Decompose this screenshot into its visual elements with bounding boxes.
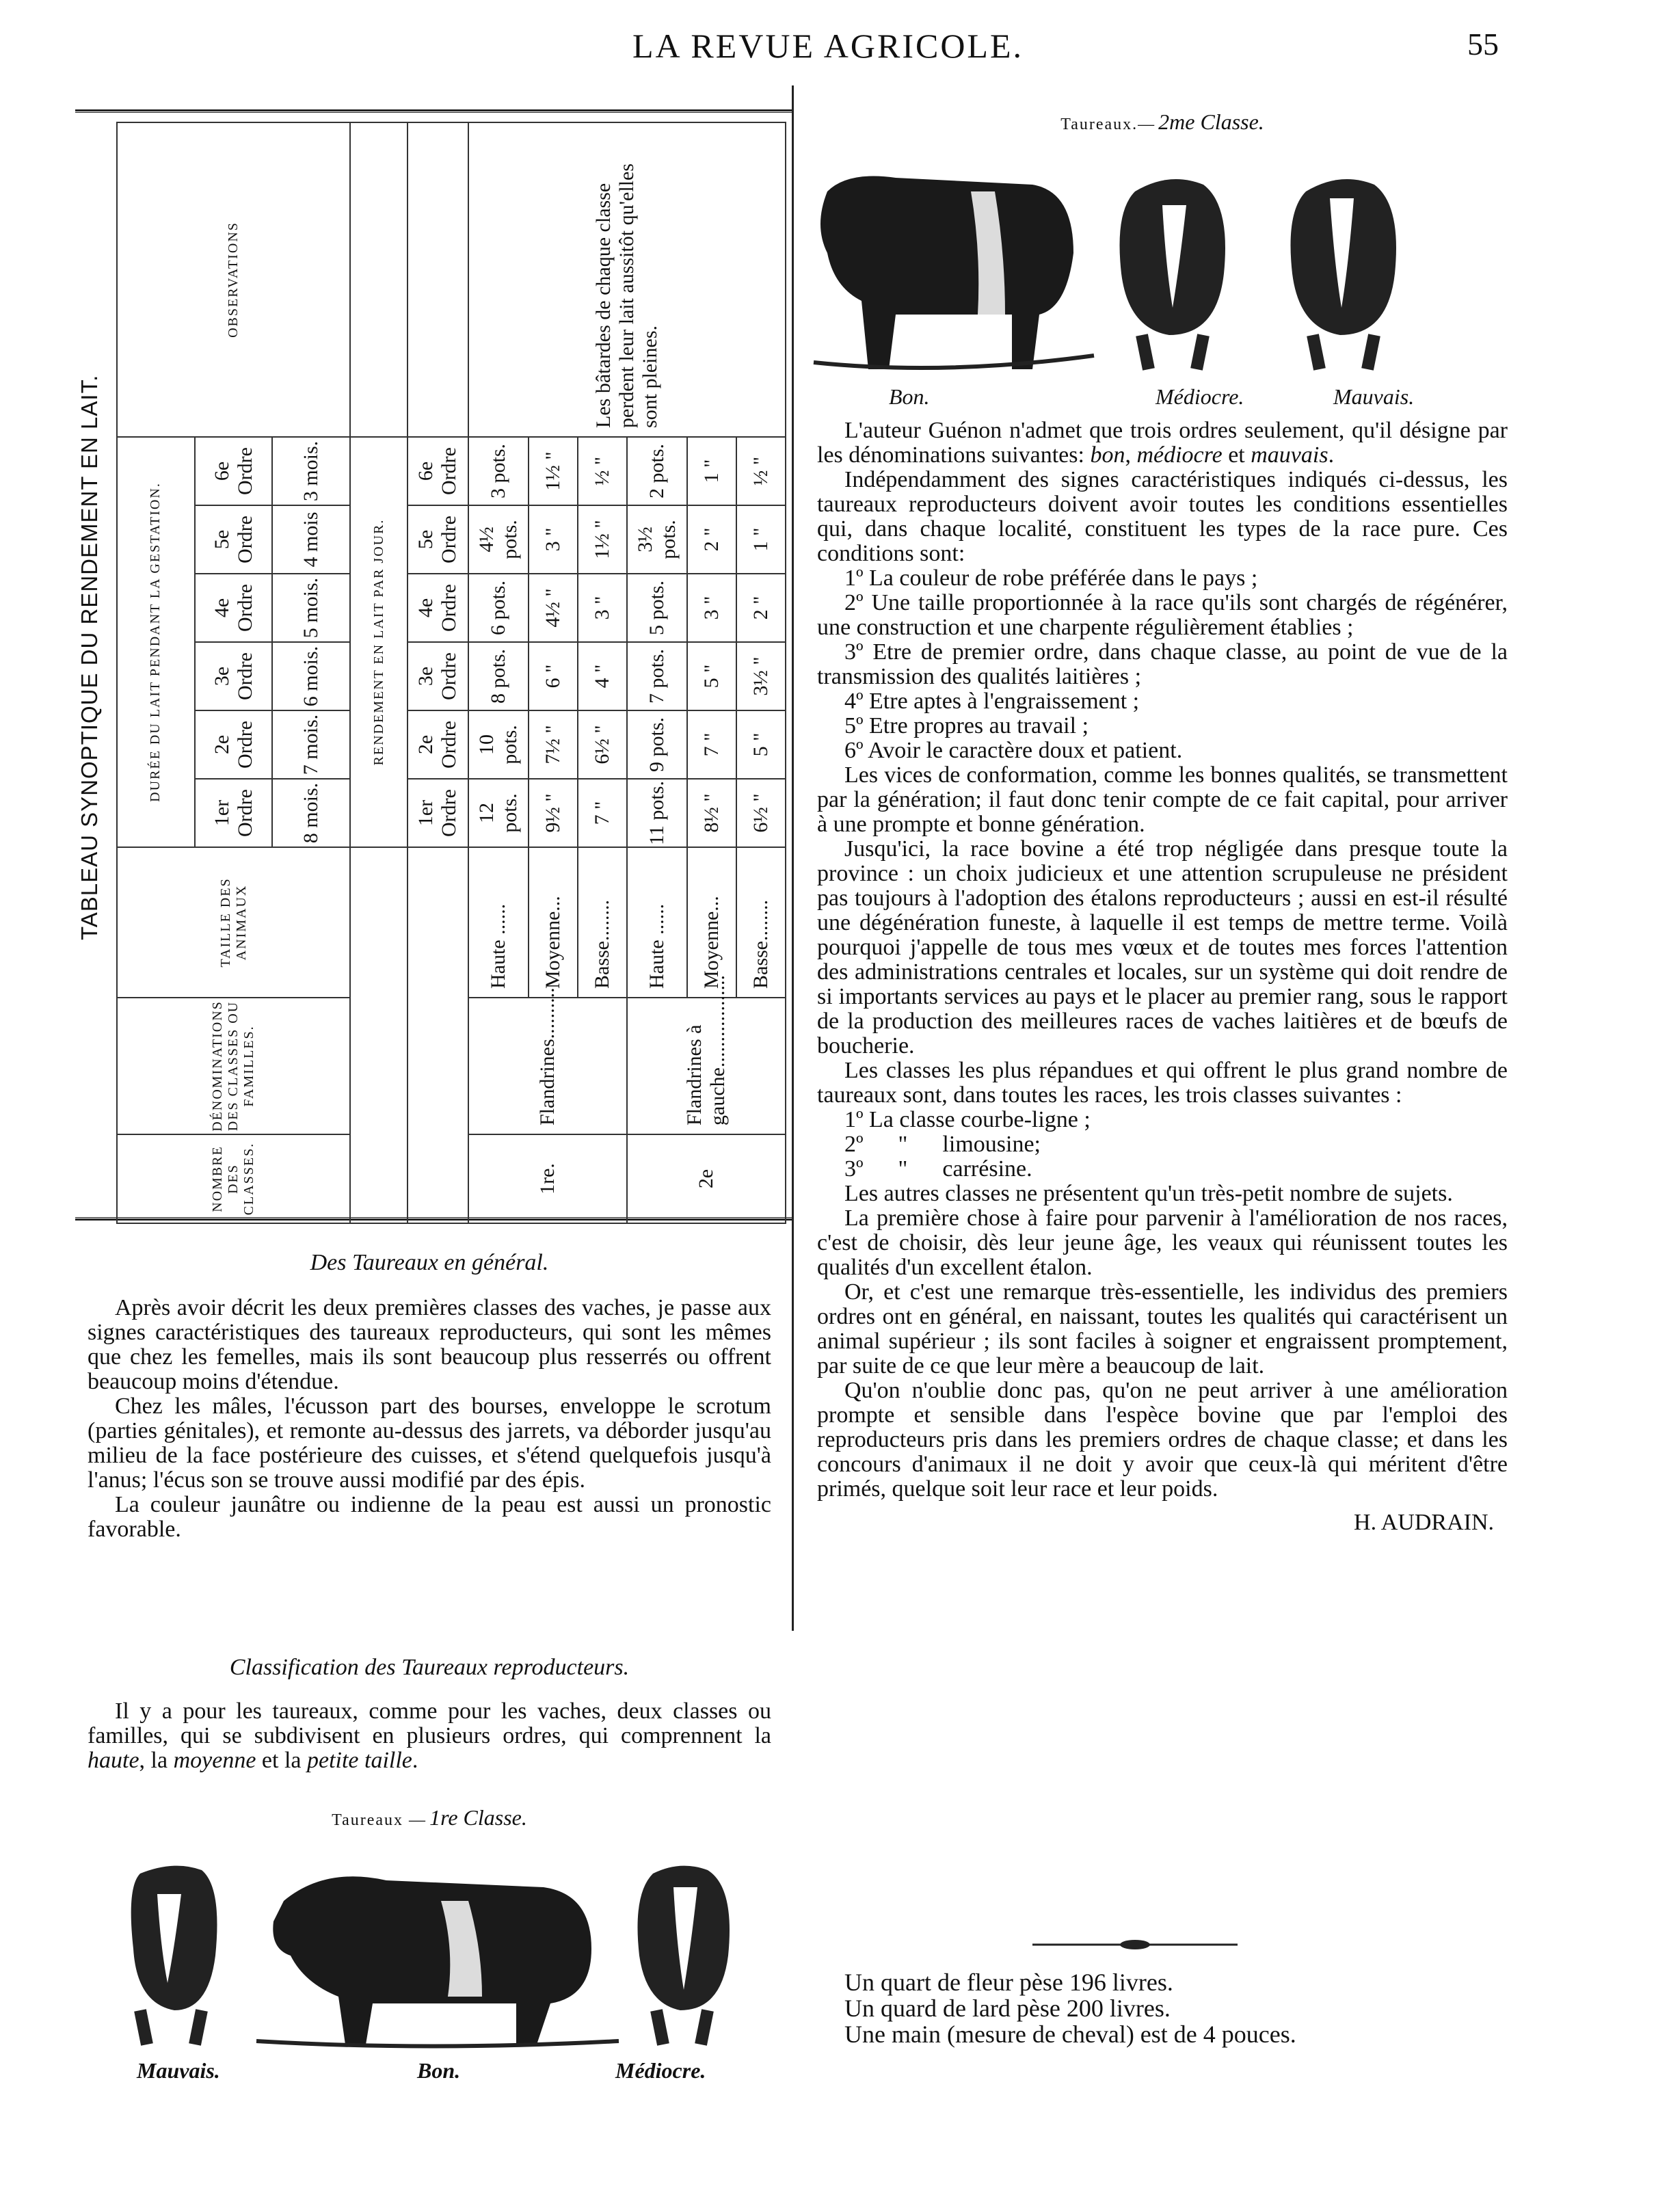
paragraph: Les classes les plus répandues et qui offrent le plus grand nombre de taureaux sont, dans toutes les races, les trois classes suivantes : [817,1058,1508,1108]
bulls-class1-figure [99,1846,769,2051]
section-heading: Classification des Taureaux reproducteurs. [229,1655,630,1680]
value-cell: 2 " [736,574,786,642]
value-cell: 1½ " [578,505,627,574]
list-item: 3º Etre de premier ordre, dans chaque classe, au point de vue de la transmission des qualités laitières ; [817,639,1508,689]
list-item: 3º " carrésine. [844,1156,1032,1182]
column-divider [792,85,794,1631]
figure-caption [88,1805,771,1830]
caption-class: 2me Classe. [1158,109,1264,134]
caption-class: 1re Classe. [429,1805,527,1830]
value-cell: 3 " [529,505,578,574]
value-cell: 6 pots. [468,574,529,642]
value-cell: 11 pots. [627,779,688,847]
value-cell: 6½ " [736,779,786,847]
footnote: Un quard de lard pèse 200 livres. [844,1995,1171,2022]
bull-rear-view-icon [1120,179,1226,369]
bull-rear-view-icon [1291,179,1397,369]
col-head-denominations: DÉNOMINATIONS DES CLASSES OU FAMILLES. [117,998,350,1134]
text-span: moyenne [173,1748,256,1773]
signature: H. AUDRAIN. [1354,1510,1494,1535]
fig-label: Médiocre. [615,2058,706,2083]
col-head-taille: TAILLE DES ANIMAUX [117,847,350,998]
text-span: Il y a pour les taureaux, comme pour les vaches, deux classes ou familles, qui se subdivisent en plusieurs ordres, qui comprennent la [88,1698,771,1748]
fig-label: Mauvais. [137,2058,220,2083]
value-cell: ½ " [736,437,786,505]
value-cell: 5 " [687,642,736,710]
ordre-head: 2e Ordre [195,710,273,779]
text-span: . [412,1748,418,1773]
value-cell: 1½ " [529,437,578,505]
value-cell: 8 pots. [468,642,529,710]
ordre-head: 1er Ordre [195,779,273,847]
paragraph: Les vices de conformation, comme les bonnes qualités, se transmettent par la génération; il faut donc tenir compte de ce fait capital, pour arriver à une prompte et bonne génération. [817,762,1508,837]
observation-cell: Les bâtardes de chaque classe perdent leur lait aussitôt qu'elles sont pleines. [468,122,786,437]
list-item: 2º Une taille proportionnée à la race qu'ils sont chargés de régénérer, une construction et une charpente régulièrement établies ; [817,590,1508,640]
col-head-observations: OBSERVATIONS [117,122,350,437]
value-cell: 7½ " [529,710,578,779]
paragraph: Jusqu'ici, la race bovine a été trop négligée dans presque toute la province : un choix judicieux et une attention scrupuleuse ne président pas toujours à l'adoption des étalons reproducteurs ; aussi en est-il résulté une dégénération funeste, à laquelle il est temps de mettre terme. Voilà pourquoi j'appelle de tous mes vœux et de toutes mes forces l'attention des administrations centrales et locales, sur un système qui doit rendre de si importants services au pays et le placer au premier rang, sous le rapport de la production des meilleures races de vaches laitières et de bœufs de boucherie. [817,836,1508,1058]
section-heading: Des Taureaux en général. [310,1250,549,1275]
figure-caption [817,109,1508,135]
taille-cell: Moyenne... [687,847,736,998]
list-item: 2º " limousine; [844,1132,1041,1157]
taille-cell: Basse........ [578,847,627,998]
ordre-head: 4e Ordre [408,574,468,642]
synoptic-table [116,123,786,1224]
ordre-head: 3e Ordre [195,642,273,710]
fig-label: Bon. [417,2058,461,2083]
taille-cell: Basse........ [736,847,786,998]
ordre-head: 6e Ordre [195,437,273,505]
ordre-head: 6e Ordre [408,437,468,505]
value-cell: 9 pots. [627,710,688,779]
duree-cell: 3 mois. [272,437,350,505]
class-number: 1re. [468,1134,627,1223]
value-cell: 8½ " [687,779,736,847]
ordre-head: 4e Ordre [195,574,273,642]
duree-cell: 6 mois. [272,642,350,710]
paragraph: Indépendamment des signes caractéristiques indiqués ci-dessus, les taureaux reproducteurs doivent avoir toutes les conditions essentielles qui, dans chaque localité, constituent les types de la race pure. Ces conditions sont: [817,467,1508,566]
fig-label: Bon. [889,384,930,409]
paragraph: La couleur jaunâtre ou indienne de la peau est aussi un pronostic favorable. [88,1492,771,1542]
group-head-rendement: RENDEMENT EN LAIT PAR JOUR. [350,437,408,847]
class-name: Flandrines à gauche.................. [627,998,786,1134]
value-cell: 1 " [687,437,736,505]
list-item: 1º La classe courbe-ligne ; [844,1107,1091,1132]
paragraph: Qu'on n'oublie donc pas, qu'on ne peut arriver à une amélioration prompte et sensible dans l'espèce bovine que par l'emploi des reproducteurs pris dans les premiers ordres de chaque classe; et dans les concours d'animaux il ne doit y avoir que ceux-là qui méritent d'être primés, quelque soit leur race et leur poids. [817,1378,1508,1502]
ordre-head: 1er Ordre [408,779,468,847]
value-cell: 10 pots. [468,710,529,779]
text-span: et [1222,442,1251,468]
paragraph: Or, et c'est une remarque très-essentielle, les individus des premiers ordres ont en général, en naissant, toutes les qualités qui caractérisent un animal supérieur ; ils sont faciles à soigner et engraissent promptement, par suite de ce que leur mère a beaucoup de lait. [817,1279,1508,1378]
caption-prefix: Taureaux.— [1060,116,1156,133]
value-cell: 7 " [687,710,736,779]
bull-rear-view-icon [638,1866,730,2044]
footnote: Un quart de fleur pèse 196 livres. [844,1969,1173,1996]
value-cell: 1 " [736,505,786,574]
table-top-rule [75,109,793,113]
taille-cell: Haute ...... [468,847,529,998]
ordre-head: 2e Ordre [408,710,468,779]
caption-prefix: Taureaux — [332,1811,427,1829]
value-cell: 5 pots. [627,574,688,642]
left-body-2 [88,1699,771,1773]
duree-cell: 5 mois. [272,574,350,642]
value-cell: 4 " [578,642,627,710]
duree-cell: 7 mois. [272,710,350,779]
text-span: médiocre [1136,442,1223,468]
footnotes [844,1969,1535,2047]
value-cell: 7 " [578,779,627,847]
paragraph [88,1699,771,1773]
value-cell: 6 " [529,642,578,710]
text-span: . [1328,442,1335,468]
text-span: mauvais [1251,442,1328,468]
value-cell: 3 " [687,574,736,642]
duree-cell: 4 mois [272,505,350,574]
value-cell: 2 pots. [627,437,688,505]
value-cell: 12 pots. [468,779,529,847]
duree-cell: 8 mois. [272,779,350,847]
paragraph: La première chose à faire pour parvenir à l'amélioration de nos races, c'est de choisir, dès leur jeune âge, les veaux qui réunissent toutes les qualités d'un excellent étalon. [817,1205,1508,1280]
value-cell: 4½ " [529,574,578,642]
table-caption: TABLEAU SYNOPTIQUE DU RENDEMENT EN LAIT. [77,374,102,940]
class-name: Flandrines.......... [468,998,627,1134]
paragraph: Après avoir décrit les deux premières classes des vaches, je passe aux signes caractéristiques des taureaux reproducteurs, qui sont les mêmes que chez les femelles, mais ils sont beaucoup plus resserrés ou offrent beaucoup moins d'étendue. [88,1295,771,1394]
class-number: 2e [627,1134,786,1223]
value-cell: 4½ pots. [468,505,529,574]
bull-front-view-icon [814,176,1094,370]
bull-side-view-icon [256,1876,619,2046]
paragraph [817,418,1508,468]
text-span: petite taille [307,1748,412,1773]
text-span: haute [88,1748,139,1773]
ordre-head: 3e Ordre [408,642,468,710]
list-item: 4º Etre aptes à l'engraissement ; [844,689,1140,714]
value-cell: 6½ " [578,710,627,779]
bull-rear-view-icon [131,1866,217,2044]
text-span: , [1125,442,1137,468]
fig-label: Mauvais. [1333,384,1415,409]
ordre-head: 5e Ordre [408,505,468,574]
value-cell: 9½ " [529,779,578,847]
fig-label: Médiocre. [1156,384,1244,409]
running-header: LA REVUE AGRICOLE. [632,27,1024,65]
paragraph: Les autres classes ne présentent qu'un très-petit nombre de sujets. [844,1181,1453,1206]
value-cell: 3½ pots. [627,505,688,574]
value-cell: ½ " [578,437,627,505]
value-cell: 3½ " [736,642,786,710]
taille-cell: Moyenne... [529,847,578,998]
page-number: 55 [1467,27,1499,62]
list-item: 1º La couleur de robe préférée dans le pays ; [844,565,1258,591]
text-span: L'auteur Guénon n'admet que trois ordres seulement, qu'il désigne par les dénominations suivantes: [817,418,1508,468]
bulls-class2-figure [807,150,1491,376]
ornament-divider [1032,1938,1238,1951]
value-cell: 2 " [687,505,736,574]
taille-cell: Haute ...... [627,847,688,998]
value-cell: 3 pots. [468,437,529,505]
ordre-head: 5e Ordre [195,505,273,574]
list-item: 5º Etre propres au travail ; [844,713,1089,738]
footnote: Une main (mesure de cheval) est de 4 pouces. [844,2021,1296,2048]
right-body [817,418,1508,1536]
list-item: 6º Avoir le caractère doux et patient. [844,738,1183,763]
text-span: et la [256,1748,307,1773]
left-body [88,1296,771,1542]
value-cell: 3 " [578,574,627,642]
group-head-duree: DURÉE DU LAIT PENDANT LA GESTATION. [117,437,195,847]
value-cell: 5 " [736,710,786,779]
value-cell: 7 pots. [627,642,688,710]
col-head-nombre: NOMBRE DES CLASSES. [117,1134,350,1223]
paragraph: Chez les mâles, l'écusson part des bourses, enveloppe le scrotum (parties génitales), et remonte au-dessus des jarrets, va déborder jusqu'au milieu de la face postérieure des cuisses, et s'étend quelquefois jusqu'à l'anus; l'écus son se trouve aussi modifié par des épis. [88,1394,771,1493]
table-row [468,122,529,1223]
text-span: , la [139,1748,174,1773]
text-span: bon [1090,442,1125,468]
